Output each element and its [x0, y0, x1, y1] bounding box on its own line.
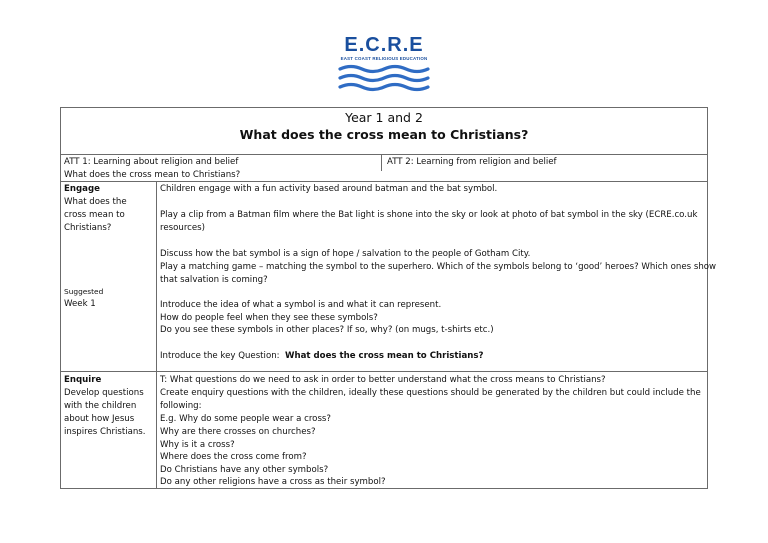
engage-line: Play a matching game – matching the symbol to the superhero. Which of the symbols belong to ‘good’ heroes? Which ones show [160, 262, 717, 272]
engage-line: resources) [160, 223, 205, 233]
att1-question: What does the cross mean to Christians? [64, 170, 241, 180]
enquire-line: Create enquiry questions with the children, ideally these questions should be generated by the children but could include the [160, 388, 701, 398]
engage-desc-line: What does the [64, 197, 127, 207]
engage-line: Introduce the idea of what a symbol is and what it can represent. [160, 300, 442, 310]
engage-desc-line: Christians? [64, 223, 112, 233]
enquire-desc-line: about how Jesus [64, 414, 135, 424]
waves-icon [338, 64, 430, 94]
enquire-label: Enquire [64, 375, 102, 385]
page-title: What does the cross mean to Christians? [239, 127, 529, 142]
divider [156, 181, 157, 489]
logo-title: E.C.R.E [344, 34, 424, 56]
key-question-intro: Introduce the key Question: [160, 351, 280, 361]
enquire-desc-line: Develop questions [64, 388, 144, 398]
enquire-desc-line: with the children [64, 401, 137, 411]
week-label: Week 1 [64, 299, 96, 309]
key-question: What does the cross mean to Christians? [285, 351, 484, 361]
engage-line: Children engage with a fun activity based around batman and the bat symbol. [160, 184, 498, 194]
enquire-line: Do any other religions have a cross as their symbol? [160, 477, 386, 487]
divider [60, 371, 708, 372]
enquire-line: Why are there crosses on churches? [160, 427, 316, 437]
year-heading: Year 1 and 2 [345, 110, 423, 125]
enquire-line: Do Christians have any other symbols? [160, 465, 329, 475]
engage-line: Discuss how the bat symbol is a sign of hope / salvation to the people of Gotham City. [160, 249, 531, 259]
att2-label: ATT 2: Learning from religion and belief [387, 157, 557, 167]
enquire-line: E.g. Why do some people wear a cross? [160, 414, 331, 424]
enquire-line: Why is it a cross? [160, 440, 235, 450]
engage-line: that salvation is coming? [160, 275, 268, 285]
divider [60, 154, 708, 155]
engage-line: Play a clip from a Batman film where the Bat light is shone into the sky or look at photo of bat symbol in the sky (ECRE.co.uk [160, 210, 698, 220]
logo-subtitle: EAST COAST RELIGIOUS EDUCATION [340, 56, 428, 61]
enquire-line: Where does the cross come from? [160, 452, 307, 462]
engage-line: Do you see these symbols in other places? If so, why? (on mugs, t-shirts etc.) [160, 325, 494, 335]
ecre-logo [334, 34, 434, 96]
key-question-line [160, 350, 484, 362]
engage-desc-line: cross mean to [64, 210, 125, 220]
enquire-line: T: What questions do we need to ask in order to better understand what the cross means to Christians? [160, 375, 606, 385]
att1-label: ATT 1: Learning about religion and belief [64, 157, 239, 167]
engage-line: How do people feel when they see these symbols? [160, 313, 378, 323]
enquire-line: following: [160, 401, 202, 411]
suggested-label: Suggested [64, 287, 104, 296]
divider [381, 154, 382, 171]
enquire-desc-line: inspires Christians. [64, 427, 146, 437]
engage-label: Engage [64, 184, 100, 194]
